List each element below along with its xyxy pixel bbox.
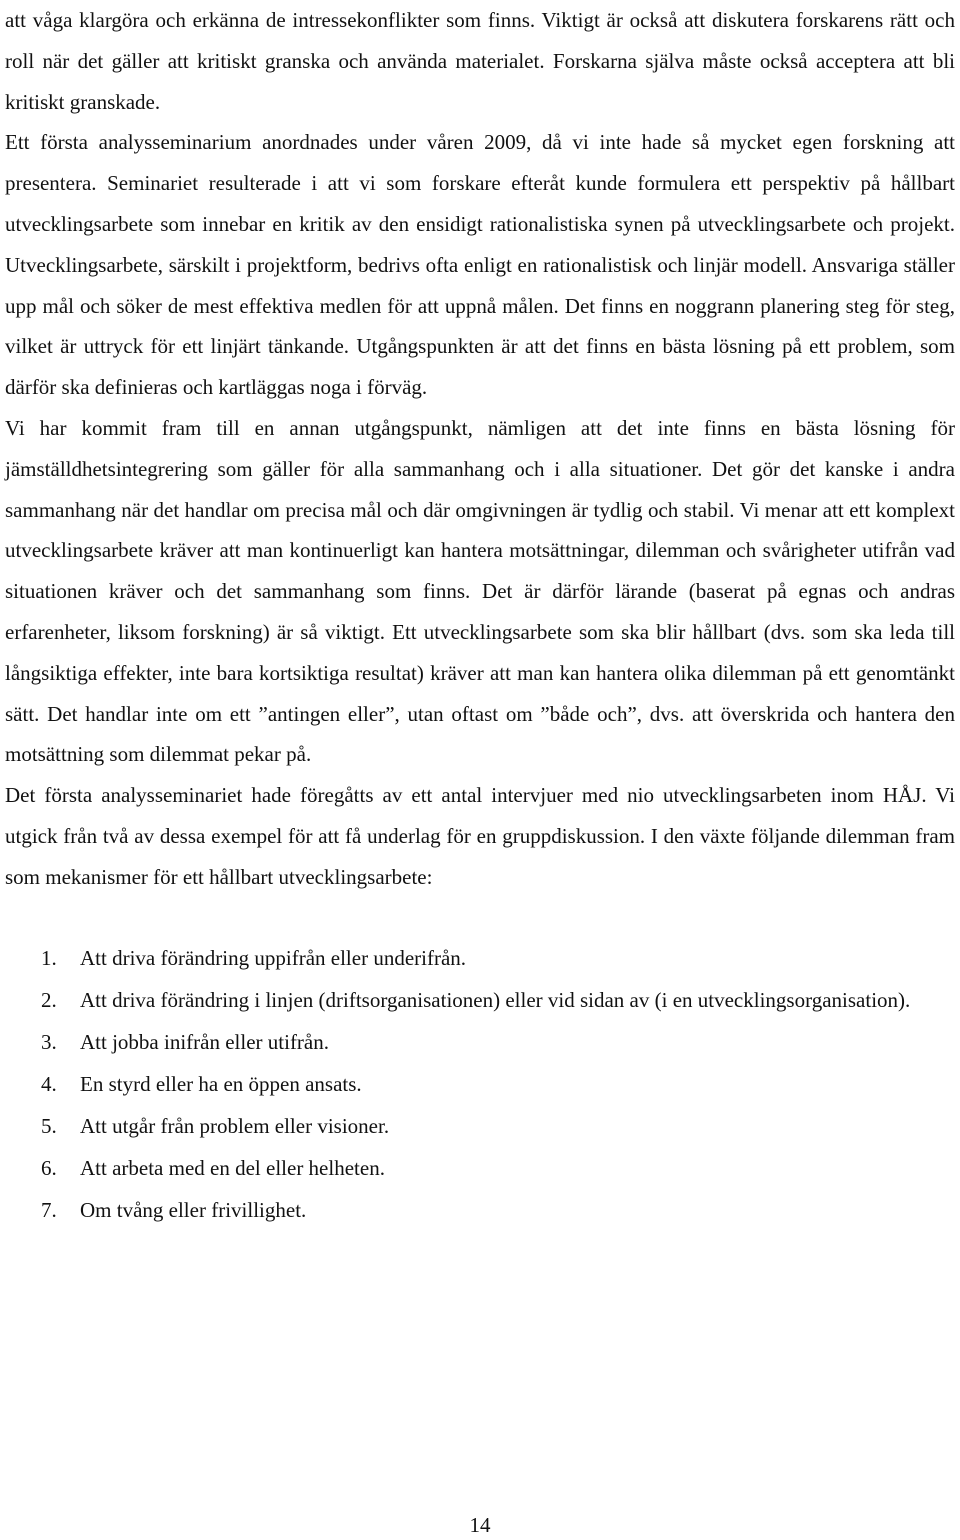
document-page xyxy=(5,0,955,1232)
list-item-text: Att driva förändring i linjen (driftsorganisationen) eller vid sidan av (i en utvecklingsorganisation). xyxy=(80,987,911,1012)
list-item-number: 6. xyxy=(41,1155,57,1180)
list-item xyxy=(5,1022,955,1062)
body-paragraph: att våga klargöra och erkänna de intressekonflikter som finns. Viktigt är också att diskutera forskarens rätt och roll när det gäller att kritiskt granska och använda materialet. Forskarna själva måste också acceptera att bli kritiskt granskade. xyxy=(5,8,955,114)
list-item xyxy=(5,980,955,1020)
list-item-number: 5. xyxy=(41,1113,57,1138)
page-number: 14 xyxy=(469,1513,491,1537)
list-item xyxy=(5,1064,955,1104)
list-item-number: 2. xyxy=(41,987,57,1012)
list-item-text: Att utgår från problem eller visioner. xyxy=(80,1113,390,1138)
list-item-number: 3. xyxy=(41,1029,57,1054)
list-item xyxy=(5,1190,955,1230)
list-item-text: Att arbeta med en del eller helheten. xyxy=(80,1155,385,1180)
body-paragraph: Det första analysseminariet hade föregåtts av ett antal intervjuer med nio utvecklingsarbeten inom HÅJ. Vi utgick från två av dessa exempel för att få underlag för en gruppdiskussion. I den växte följande dilemman fram som mekanismer för ett hållbart utvecklingsarbete: xyxy=(5,783,955,889)
body-paragraph: Ett första analysseminarium anordnades under våren 2009, då vi inte hade så mycket egen forskning att presentera. Seminariet resulterade i att vi som forskare efteråt kunde formulera ett perspektiv på hållbart utvecklingsarbete som innebar en kritik av den ensidigt rationalistiska synen på utvecklingsarbete och projekt. Utvecklingsarbete, särskilt i projektform, bedrivs ofta enligt en rationalistisk och linjär modell. Ansvariga ställer upp mål och söker de mest effektiva medlen för att uppnå målen. Det finns en noggrann planering steg för steg, vilket är uttryck för ett linjärt tänkande. Utgångspunkten är att det finns en bästa lösning på ett problem, som därför ska definieras och kartläggas noga i förväg. xyxy=(5,130,955,400)
list-item-number: 1. xyxy=(41,945,57,970)
dilemma-list xyxy=(5,938,955,1230)
list-item-text: Att jobba inifrån eller utifrån. xyxy=(80,1029,329,1054)
list-item xyxy=(5,1106,955,1146)
list-item-text: Om tvång eller frivillighet. xyxy=(80,1197,307,1222)
list-item-text: En styrd eller ha en öppen ansats. xyxy=(80,1071,362,1096)
list-item xyxy=(5,1148,955,1188)
body-paragraph: Vi har kommit fram till en annan utgångspunkt, nämligen att det inte finns en bästa lösning för jämställdhetsintegrering som gäller för alla sammanhang och i alla situationer. Det gör det kanske i andra sammanhang när det handlar om precisa mål och där omgivningen är tydlig och stabil. Vi menar att ett komplext utvecklingsarbete kräver att man kontinuerligt kan hantera motsättningar, dilemman och svårigheter utifrån vad situationen kräver och det sammanhang som finns. Det är därför lärande (baserat på egnas och andras erfarenheter, liksom forskning) är så viktigt. Ett utvecklingsarbete som ska blir hållbart (dvs. som ska leda till långsiktiga effekter, inte bara kortsiktiga resultat) kräver att man kan hantera olika dilemman på ett genomtänkt sätt. Det handlar inte om ett ”antingen eller”, utan oftast om ”både och”, dvs. att överskrida och hantera den motsättning som dilemmat pekar på. xyxy=(5,415,955,767)
list-item-number: 4. xyxy=(41,1071,57,1096)
list-item xyxy=(5,938,955,978)
list-item-number: 7. xyxy=(41,1197,57,1222)
list-item-text: Att driva förändring uppifrån eller underifrån. xyxy=(80,945,467,970)
